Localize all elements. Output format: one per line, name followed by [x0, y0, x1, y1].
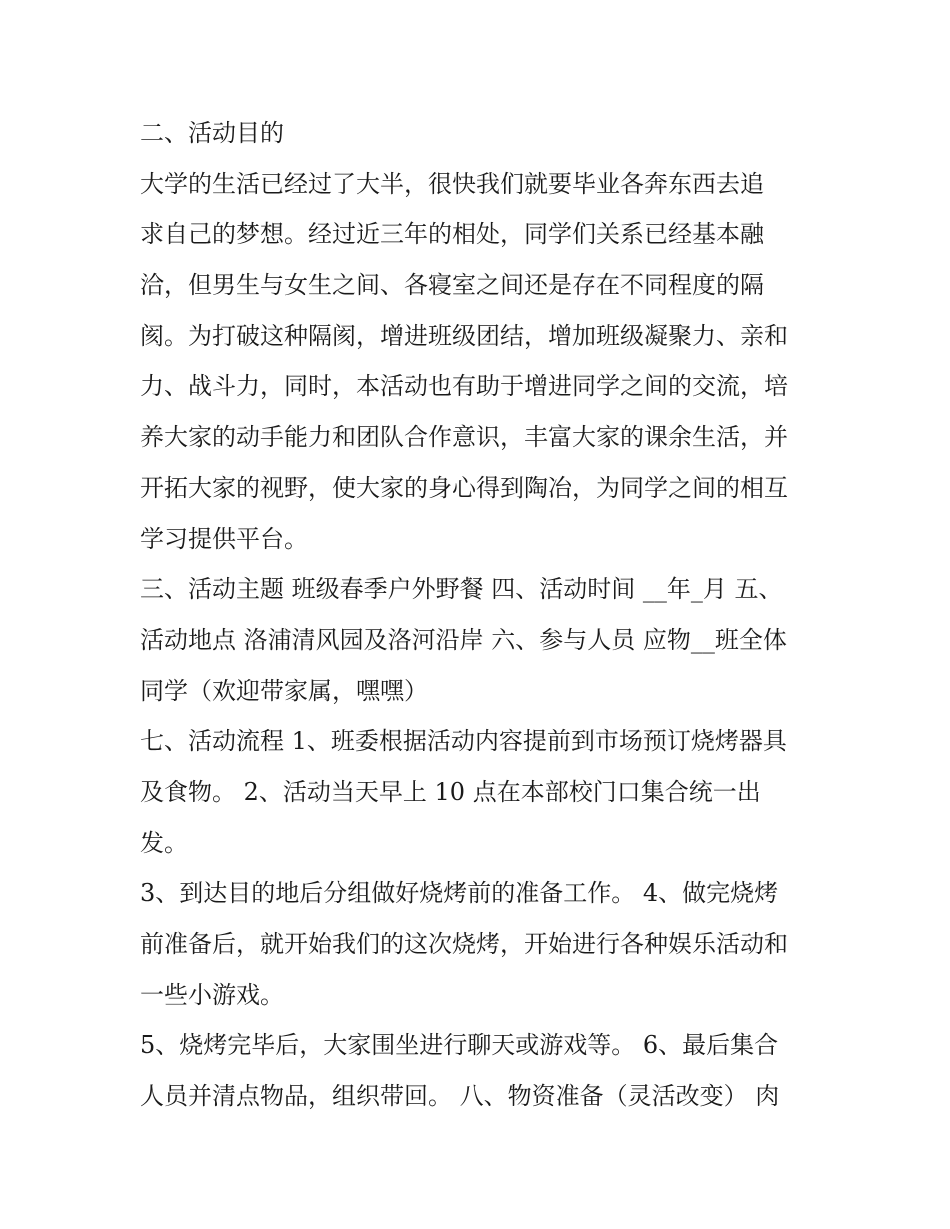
section-line-theme-time: 三、活动主题 班级春季户外野餐 四、活动时间 __年_月 五、	[140, 575, 783, 604]
paragraph-line: 一些小游戏。	[140, 980, 284, 1009]
paragraph-line: 3、到达目的地后分组做好烧烤前的准备工作。 4、做完烧烤	[140, 879, 779, 908]
paragraph-line: 洽，但男生与女生之间、各寝室之间还是存在不同程度的隔	[140, 271, 764, 300]
paragraph-line: 开拓大家的视野，使大家的身心得到陶冶，为同学之间的相互	[140, 473, 788, 502]
paragraph-line: 前准备后，就开始我们的这次烧烤，开始进行各种娱乐活动和	[140, 930, 788, 958]
paragraph-line: 5、烧烤完毕后，大家围坐进行聊天或游戏等。 6、最后集合	[140, 1031, 779, 1060]
paragraph-line: 及食物。 2、活动当天早上 10 点在本部校门口集合统一出	[140, 777, 761, 806]
paragraph-line: 阂。为打破这种隔阂，增进班级团结，增加班级凝聚力、亲和	[140, 321, 788, 350]
section-heading-activity-purpose: 二、活动目的	[140, 119, 284, 147]
paragraph-line: 养大家的动手能力和团队合作意识，丰富大家的课余生活，并	[140, 423, 788, 452]
paragraph-line: 学习提供平台。	[140, 524, 308, 553]
paragraph-line: 同学（欢迎带家属，嘿嘿）	[140, 676, 428, 705]
section-line-supplies: 人员并清点物品，组织带回。 八、物资准备（灵活改变） 肉	[140, 1082, 780, 1111]
document-body	[140, 108, 820, 1122]
paragraph-line: 大学的生活已经过了大半，很快我们就要毕业各奔东西去追	[140, 169, 764, 198]
paragraph-line: 力、战斗力，同时，本活动也有助于增进同学之间的交流，培	[140, 372, 788, 401]
paragraph-line: 求自己的梦想。经过近三年的相处，同学们关系已经基本融	[140, 220, 764, 249]
section-line-activity-process: 七、活动流程 1、班委根据活动内容提前到市场预订烧烤器具	[140, 727, 787, 756]
paragraph-line: 发。	[140, 828, 188, 857]
section-line-location-participants: 活动地点 洛浦清风园及洛河沿岸 六、参与人员 应物__班全体	[140, 625, 787, 654]
